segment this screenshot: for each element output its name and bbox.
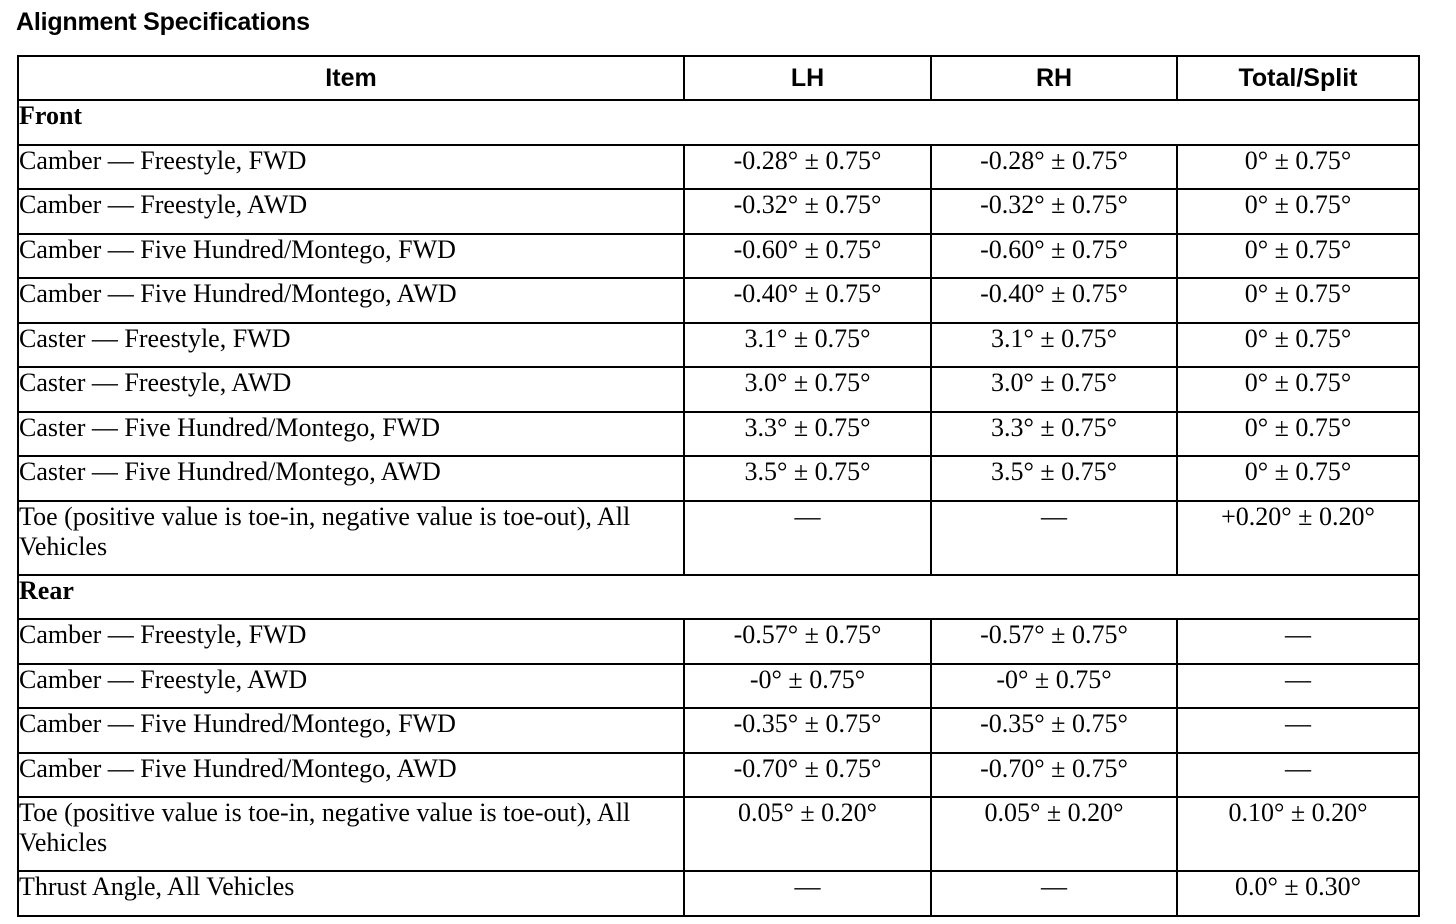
total-cell: — bbox=[1177, 708, 1419, 753]
total-cell: 0° ± 0.75° bbox=[1177, 323, 1419, 368]
item-cell: Caster — Freestyle, AWD bbox=[18, 367, 684, 412]
alignment-spec-table bbox=[17, 55, 1420, 917]
item-cell: Camber — Freestyle, FWD bbox=[18, 619, 684, 664]
item-cell: Camber — Five Hundred/Montego, AWD bbox=[18, 753, 684, 798]
rh-cell: — bbox=[931, 501, 1177, 575]
rh-cell: 3.5° ± 0.75° bbox=[931, 456, 1177, 501]
lh-cell: 0.05° ± 0.20° bbox=[684, 797, 931, 871]
rh-cell: 3.1° ± 0.75° bbox=[931, 323, 1177, 368]
rh-cell: -0.60° ± 0.75° bbox=[931, 234, 1177, 279]
header-item: Item bbox=[18, 56, 684, 100]
total-cell: 0° ± 0.75° bbox=[1177, 412, 1419, 457]
total-cell: 0° ± 0.75° bbox=[1177, 234, 1419, 279]
total-cell: 0.10° ± 0.20° bbox=[1177, 797, 1419, 871]
total-cell: 0° ± 0.75° bbox=[1177, 189, 1419, 234]
table-row bbox=[18, 753, 1419, 798]
table-row bbox=[18, 871, 1419, 916]
table-row bbox=[18, 278, 1419, 323]
table-header-row bbox=[18, 56, 1419, 100]
section-label: Front bbox=[18, 100, 1419, 145]
header-rh: RH bbox=[931, 56, 1177, 100]
total-cell: +0.20° ± 0.20° bbox=[1177, 501, 1419, 575]
header-lh: LH bbox=[684, 56, 931, 100]
item-cell: Toe (positive value is toe-in, negative value is toe-out), All Vehicles bbox=[18, 797, 684, 871]
lh-cell: — bbox=[684, 501, 931, 575]
rh-cell: -0° ± 0.75° bbox=[931, 664, 1177, 709]
total-cell: — bbox=[1177, 619, 1419, 664]
rh-cell: 3.0° ± 0.75° bbox=[931, 367, 1177, 412]
lh-cell: -0° ± 0.75° bbox=[684, 664, 931, 709]
table-row bbox=[18, 456, 1419, 501]
total-cell: 0° ± 0.75° bbox=[1177, 278, 1419, 323]
item-cell: Toe (positive value is toe-in, negative value is toe-out), All Vehicles bbox=[18, 501, 684, 575]
lh-cell: -0.35° ± 0.75° bbox=[684, 708, 931, 753]
table-row bbox=[18, 145, 1419, 190]
total-cell: 0° ± 0.75° bbox=[1177, 456, 1419, 501]
table-row bbox=[18, 664, 1419, 709]
item-cell: Caster — Freestyle, FWD bbox=[18, 323, 684, 368]
lh-cell: -0.28° ± 0.75° bbox=[684, 145, 931, 190]
section-row-front bbox=[18, 100, 1419, 145]
table-row bbox=[18, 323, 1419, 368]
section-row-rear bbox=[18, 575, 1419, 620]
item-cell: Caster — Five Hundred/Montego, AWD bbox=[18, 456, 684, 501]
lh-cell: 3.0° ± 0.75° bbox=[684, 367, 931, 412]
item-cell: Thrust Angle, All Vehicles bbox=[18, 871, 684, 916]
lh-cell: 3.1° ± 0.75° bbox=[684, 323, 931, 368]
table-row bbox=[18, 797, 1419, 871]
total-cell: 0.0° ± 0.30° bbox=[1177, 871, 1419, 916]
table-row bbox=[18, 367, 1419, 412]
rh-cell: -0.57° ± 0.75° bbox=[931, 619, 1177, 664]
table-row bbox=[18, 619, 1419, 664]
table-row bbox=[18, 412, 1419, 457]
rh-cell: -0.35° ± 0.75° bbox=[931, 708, 1177, 753]
rh-cell: -0.28° ± 0.75° bbox=[931, 145, 1177, 190]
item-cell: Camber — Five Hundred/Montego, FWD bbox=[18, 708, 684, 753]
rh-cell: -0.32° ± 0.75° bbox=[931, 189, 1177, 234]
item-cell: Camber — Freestyle, AWD bbox=[18, 664, 684, 709]
rh-cell: -0.70° ± 0.75° bbox=[931, 753, 1177, 798]
section-label: Rear bbox=[18, 575, 1419, 620]
item-cell: Camber — Freestyle, FWD bbox=[18, 145, 684, 190]
lh-cell: — bbox=[684, 871, 931, 916]
table-row bbox=[18, 234, 1419, 279]
rh-cell: — bbox=[931, 871, 1177, 916]
lh-cell: 3.5° ± 0.75° bbox=[684, 456, 931, 501]
item-cell: Camber — Freestyle, AWD bbox=[18, 189, 684, 234]
header-total-split: Total/Split bbox=[1177, 56, 1419, 100]
total-cell: 0° ± 0.75° bbox=[1177, 145, 1419, 190]
lh-cell: -0.70° ± 0.75° bbox=[684, 753, 931, 798]
item-cell: Camber — Five Hundred/Montego, AWD bbox=[18, 278, 684, 323]
lh-cell: 3.3° ± 0.75° bbox=[684, 412, 931, 457]
lh-cell: -0.60° ± 0.75° bbox=[684, 234, 931, 279]
lh-cell: -0.40° ± 0.75° bbox=[684, 278, 931, 323]
rh-cell: -0.40° ± 0.75° bbox=[931, 278, 1177, 323]
rh-cell: 3.3° ± 0.75° bbox=[931, 412, 1177, 457]
lh-cell: -0.32° ± 0.75° bbox=[684, 189, 931, 234]
lh-cell: -0.57° ± 0.75° bbox=[684, 619, 931, 664]
table-row bbox=[18, 189, 1419, 234]
total-cell: 0° ± 0.75° bbox=[1177, 367, 1419, 412]
total-cell: — bbox=[1177, 664, 1419, 709]
table-row bbox=[18, 501, 1419, 575]
table-row bbox=[18, 708, 1419, 753]
item-cell: Caster — Five Hundred/Montego, FWD bbox=[18, 412, 684, 457]
total-cell: — bbox=[1177, 753, 1419, 798]
page-title: Alignment Specifications bbox=[16, 8, 310, 36]
item-cell: Camber — Five Hundred/Montego, FWD bbox=[18, 234, 684, 279]
rh-cell: 0.05° ± 0.20° bbox=[931, 797, 1177, 871]
